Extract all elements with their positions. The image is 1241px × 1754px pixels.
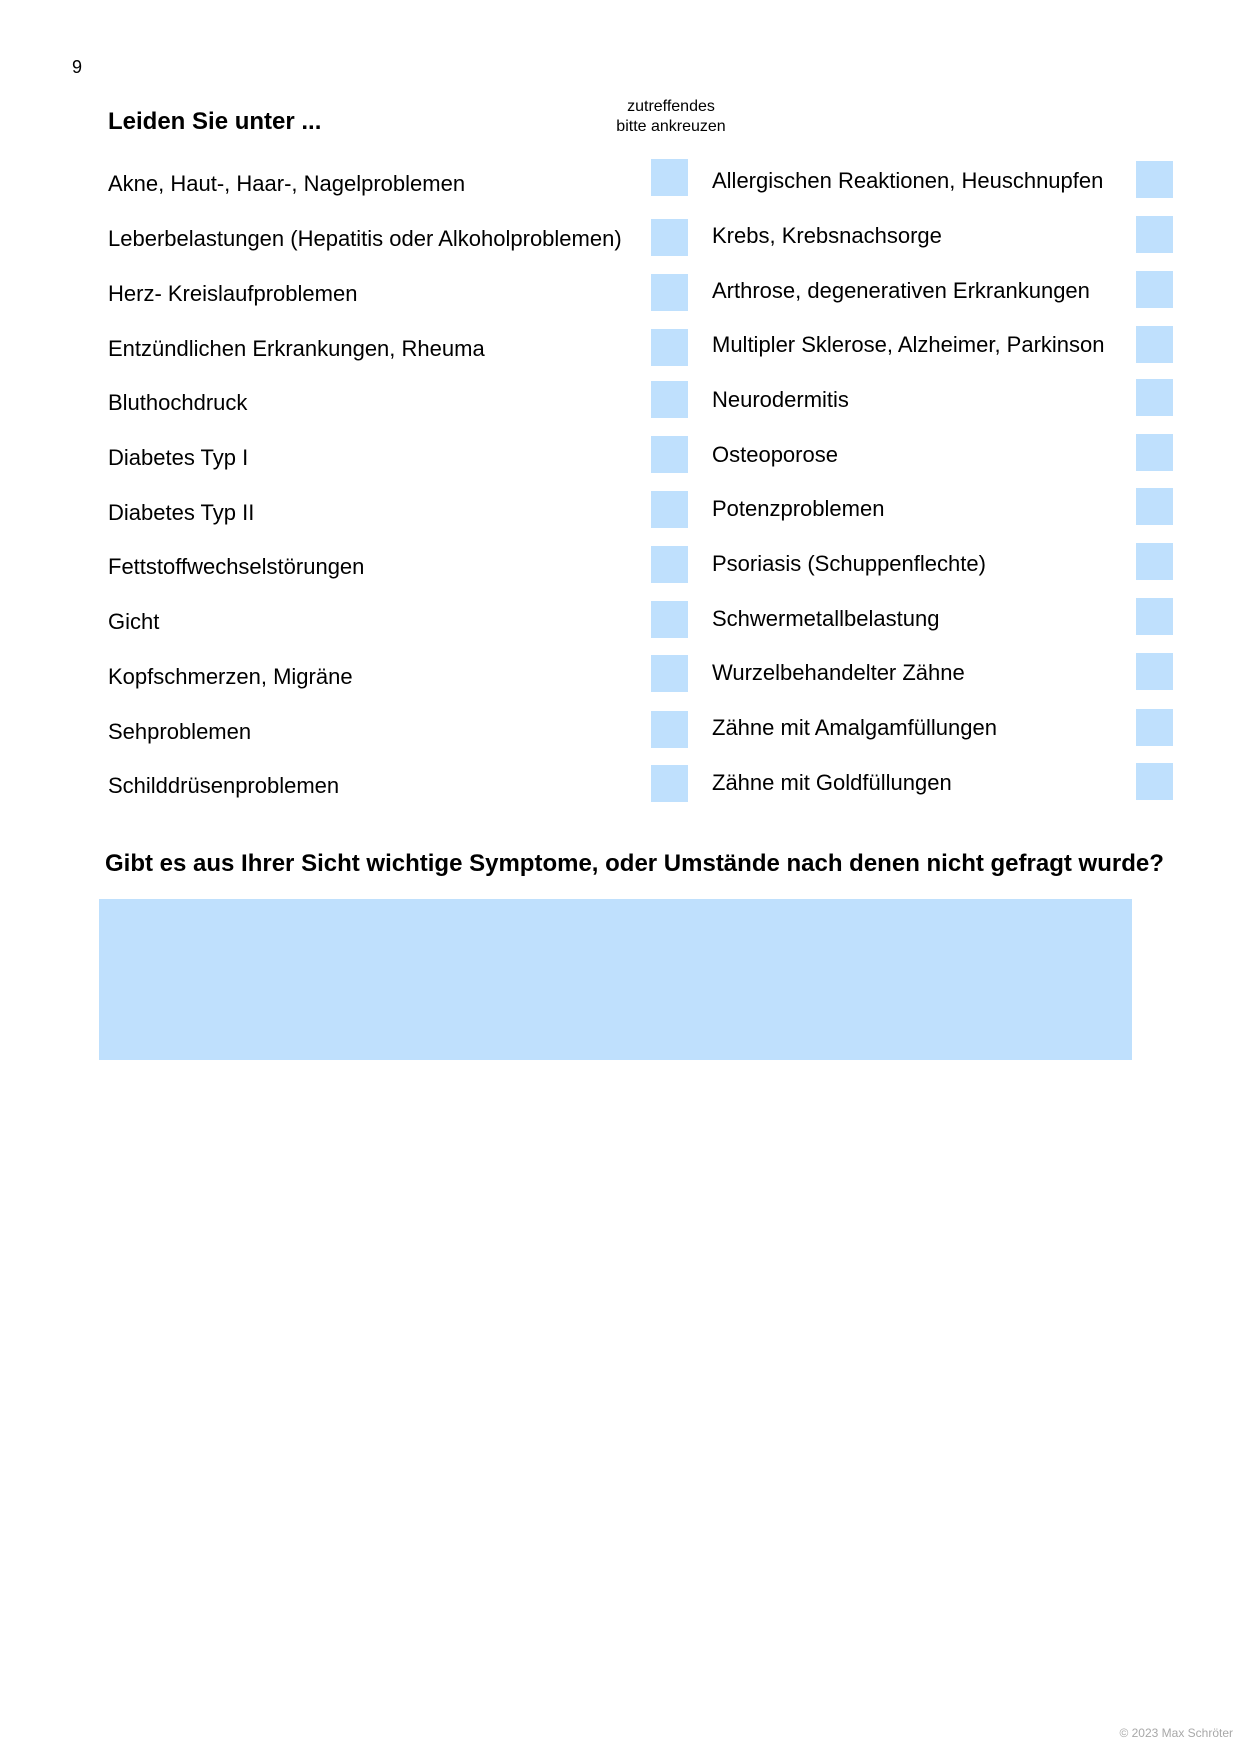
right-item-label: Neurodermitis [712,387,849,412]
right-item-label: Krebs, Krebsnachsorge [712,223,942,248]
left-item-label: Sehproblemen [108,719,252,744]
left-item-checkbox[interactable] [651,711,688,748]
check-instruction-line-1: zutreffendes [627,98,715,115]
left-item-label: Gicht [108,609,160,634]
additional-symptoms-field[interactable] [99,899,1132,1060]
left-item-checkbox[interactable] [651,765,688,802]
left-item-checkbox[interactable] [651,329,688,366]
copyright-footer: © 2023 Max Schröter [1119,1726,1233,1740]
left-item-checkbox[interactable] [651,491,688,528]
additional-symptoms-question: Gibt es aus Ihrer Sicht wichtige Symptome, oder Umstände nach denen nicht gefragt wurde? [105,850,1164,877]
right-item-checkbox[interactable] [1136,434,1173,471]
left-item-label: Entzündlichen Erkrankungen, Rheuma [108,336,485,361]
right-item-label: Psoriasis (Schuppenflechte) [712,551,986,576]
left-item-label: Leberbelastungen (Hepatitis oder Alkoholproblemen) [108,226,622,251]
right-item-label: Arthrose, degenerativen Erkrankungen [712,278,1090,303]
right-item-checkbox[interactable] [1136,271,1173,308]
left-item-label: Herz- Kreislaufproblemen [108,281,358,306]
left-item-label: Schilddrüsenproblemen [108,773,340,798]
right-item-label: Wurzelbehandelter Zähne [712,660,965,685]
right-item-label: Schwermetallbelastung [712,606,940,631]
right-item-label: Potenzproblemen [712,496,885,521]
right-item-checkbox[interactable] [1136,326,1173,363]
left-item-checkbox[interactable] [651,546,688,583]
right-item-checkbox[interactable] [1136,488,1173,525]
left-item-label: Diabetes Typ II [108,500,255,525]
right-item-label: Allergischen Reaktionen, Heuschnupfen [712,168,1104,193]
check-instruction [586,97,756,137]
left-item-checkbox[interactable] [651,381,688,418]
page-number: 9 [72,57,83,77]
right-item-checkbox[interactable] [1136,379,1173,416]
left-item-label: Bluthochdruck [108,390,248,415]
right-item-checkbox[interactable] [1136,216,1173,253]
right-item-checkbox[interactable] [1136,543,1173,580]
left-item-checkbox[interactable] [651,274,688,311]
right-item-label: Zähne mit Goldfüllungen [712,770,952,795]
right-item-checkbox[interactable] [1136,709,1173,746]
right-item-checkbox[interactable] [1136,763,1173,800]
left-item-label: Diabetes Typ I [108,445,249,470]
left-item-label: Kopfschmerzen, Migräne [108,664,353,689]
right-item-label: Zähne mit Amalgamfüllungen [712,715,997,740]
left-item-checkbox[interactable] [651,655,688,692]
left-item-checkbox[interactable] [651,601,688,638]
left-item-checkbox[interactable] [651,436,688,473]
right-item-label: Multipler Sklerose, Alzheimer, Parkinson [712,332,1105,357]
right-item-checkbox[interactable] [1136,653,1173,690]
left-item-label: Akne, Haut-, Haar-, Nagelproblemen [108,171,466,196]
right-item-label: Osteoporose [712,442,838,467]
right-item-checkbox[interactable] [1136,161,1173,198]
left-item-label: Fettstoffwechselstörungen [108,554,365,579]
check-instruction-line-2: bitte ankreuzen [616,118,726,135]
section-heading: Leiden Sie unter ... [108,108,322,135]
left-item-checkbox[interactable] [651,219,688,256]
left-item-checkbox[interactable] [651,159,688,196]
right-item-checkbox[interactable] [1136,598,1173,635]
